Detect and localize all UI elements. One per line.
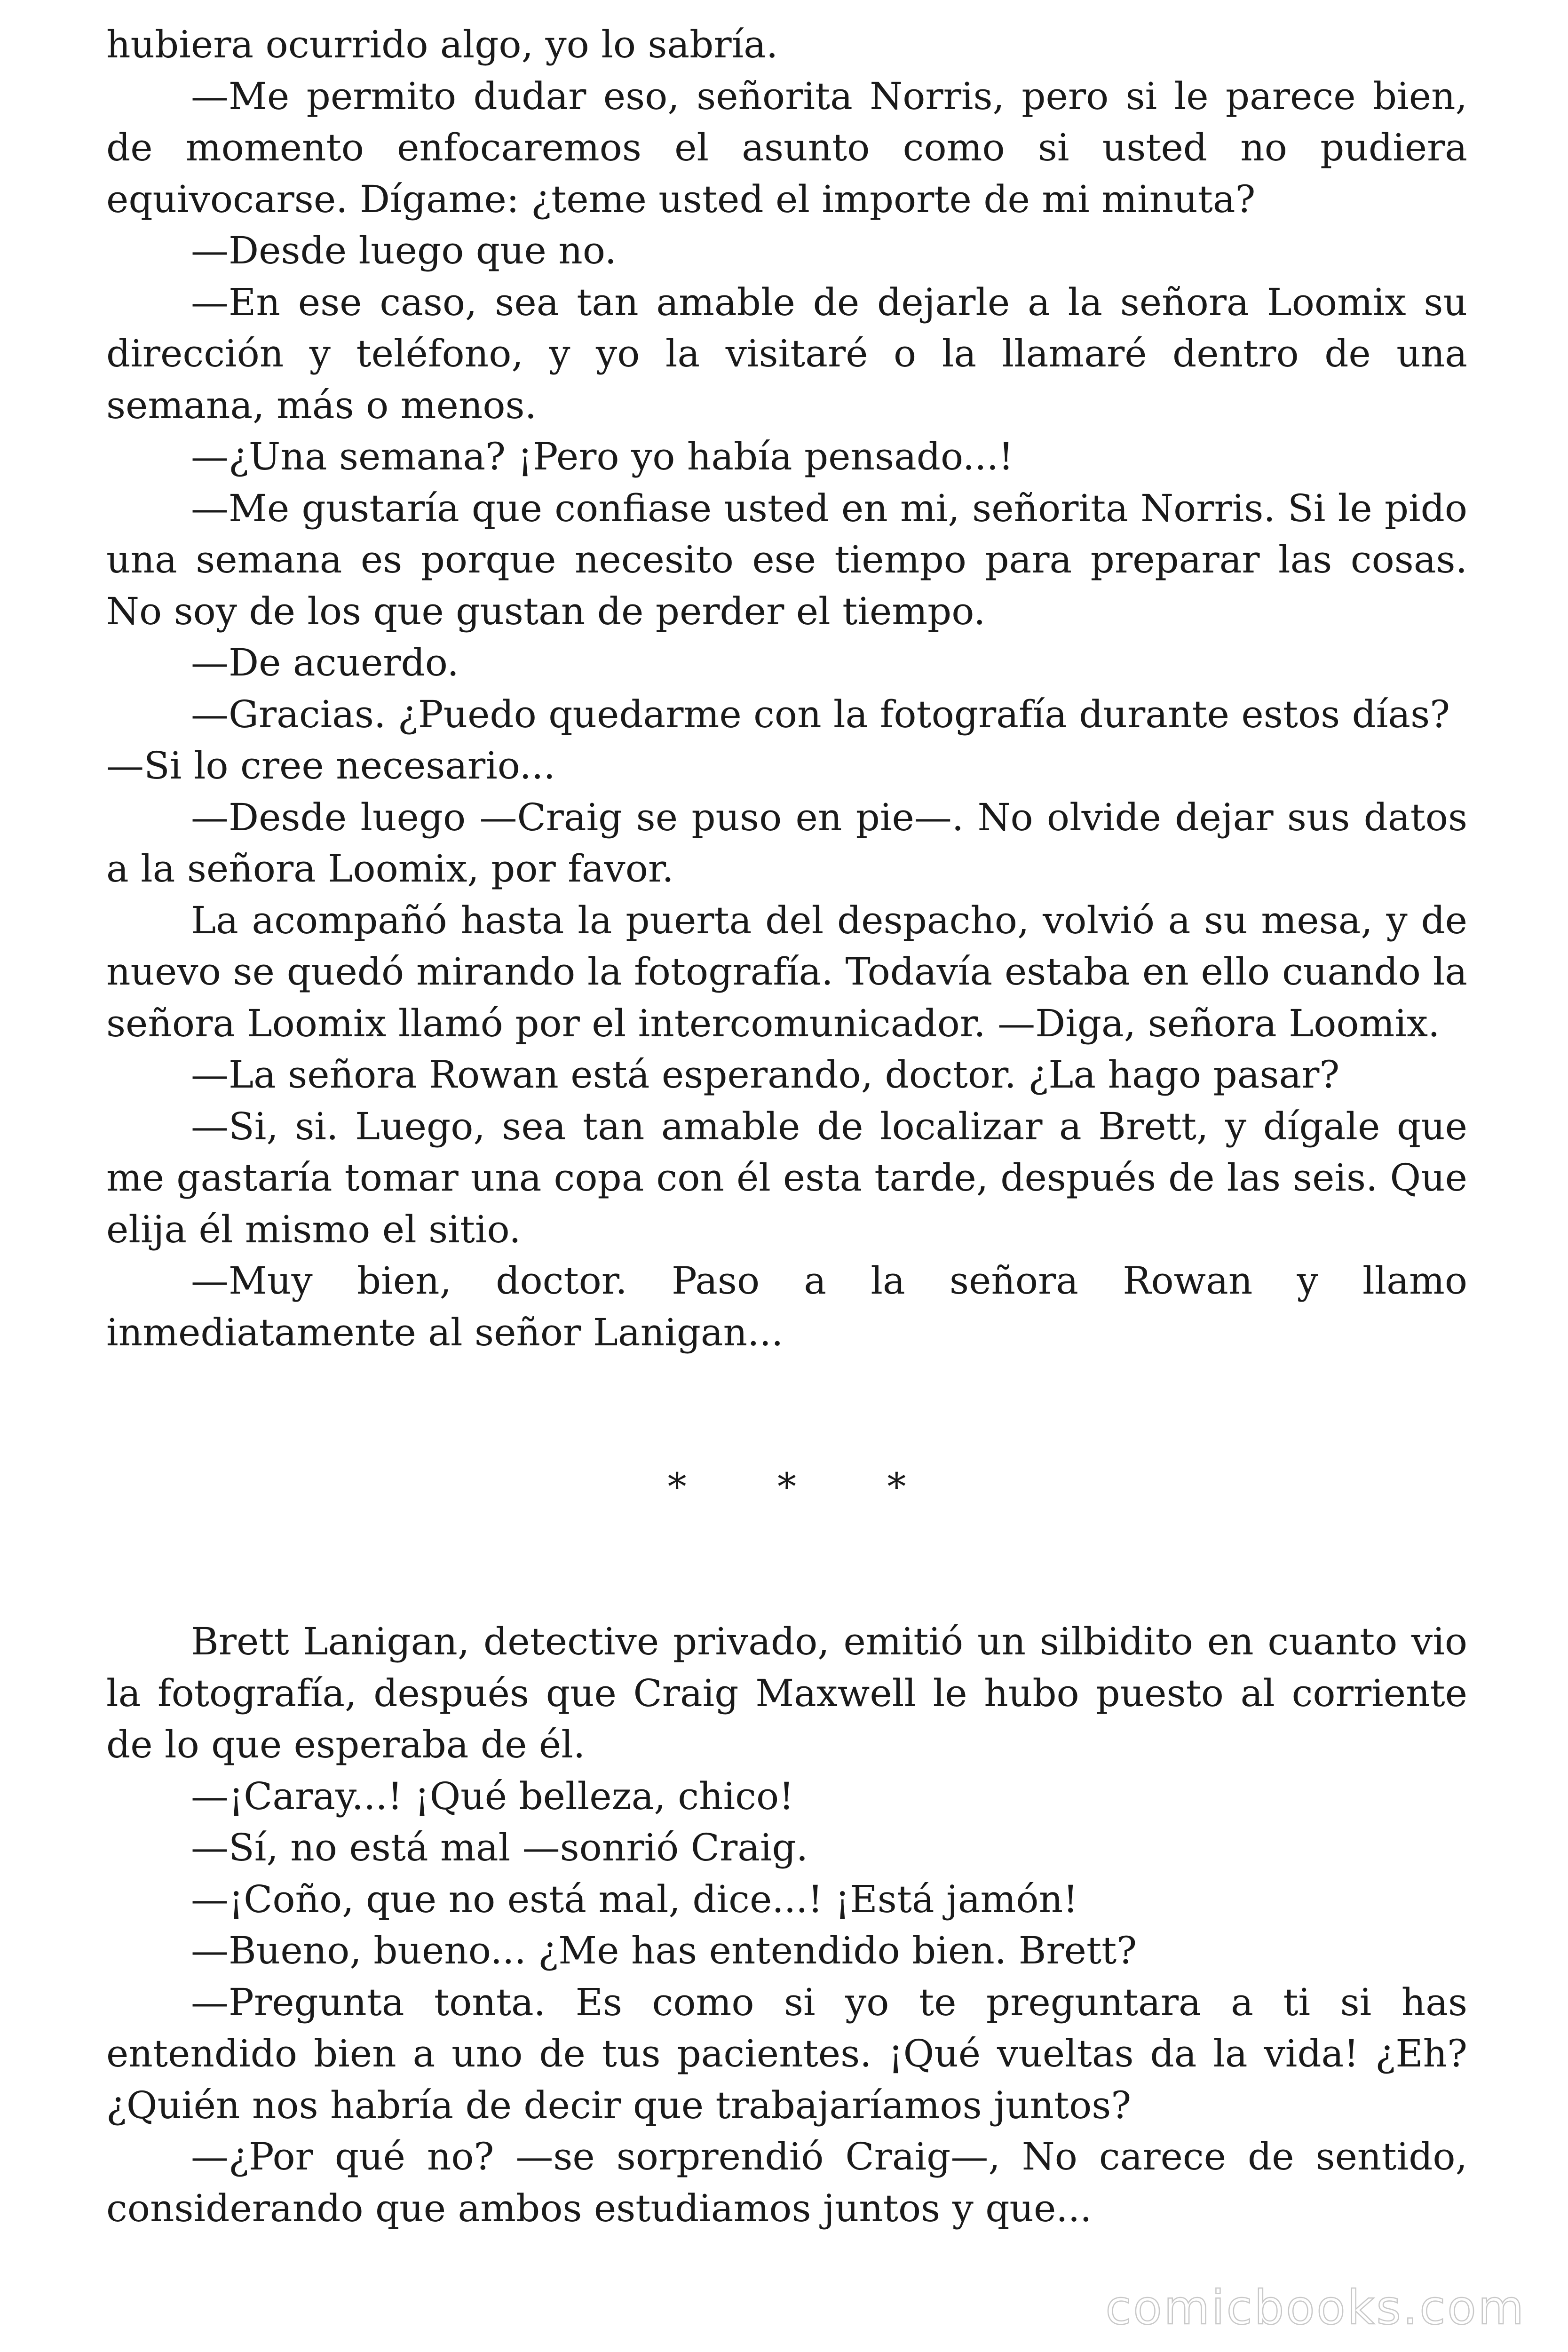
book-page (106, 19, 1467, 2234)
paragraph: Brett Lanigan, detective privado, emitió un silbidito en cuanto vio la fotografía, después que Craig Maxwell le hubo puesto al corriente de lo que esperaba de él. (106, 1620, 1467, 1766)
paragraph: —¡Caray...! ¡Qué belleza, chico! (191, 1774, 794, 1818)
section-break (106, 1358, 1467, 1616)
paragraph: —Si lo cree necesario... (106, 744, 555, 787)
text-block-part2 (106, 1616, 1467, 2234)
paragraph: —Desde luego —Craig se puso en pie—. No olvide dejar sus datos a la señora Loomix, por favor. (106, 795, 1467, 890)
paragraph: —Gracias. ¿Puedo quedarme con la fotografía durante estos días? (191, 692, 1450, 736)
paragraph: —Me gustaría que confiase usted en mi, señorita Norris. Si le pido una semana es porque necesito ese tiempo para preparar las cosas. No soy de los que gustan de perder el tiempo. (106, 486, 1467, 633)
paragraph: —Me permito dudar eso, señorita Norris, pero si le parece bien, de momento enfocaremos el asunto como si usted no pudiera equivocarse. Dígame: ¿teme usted el importe de mi minuta? (106, 74, 1467, 221)
paragraph: —De acuerdo. (191, 641, 459, 684)
paragraph: —Muy bien, doctor. Paso a la señora Rowan y llamo inmediatamente al señor Lanigan... (106, 1259, 1467, 1354)
paragraph: hubiera ocurrido algo, yo lo sabría. (106, 23, 778, 66)
paragraph: —En ese caso, sea tan amable de dejarle a la señora Loomix su dirección y teléfono, y yo la visitaré o la llamaré dentro de una semana, más o menos. (106, 280, 1467, 427)
paragraph: —¿Una semana? ¡Pero yo había pensado...! (191, 435, 1014, 478)
paragraph: —Pregunta tonta. Es como si yo te preguntara a ti si has entendido bien a uno de tus pacientes. ¡Qué vueltas da la vida! ¿Eh? ¿Quién nos habría de decir que trabajaríamos juntos? (106, 1980, 1467, 2127)
paragraph: —Desde luego que no. (191, 229, 617, 272)
paragraph: —La señora Rowan está esperando, doctor. ¿La hago pasar? (191, 1053, 1340, 1097)
watermark: comicbooks.com (1105, 2280, 1526, 2335)
section-break-asterisks: * * * (667, 1465, 946, 1509)
text-block-part1 (106, 19, 1467, 1358)
paragraph: —Bueno, bueno... ¿Me has entendido bien. Brett? (191, 1929, 1137, 1972)
paragraph: —¿Por qué no? —se sorprendió Craig—, No carece de sentido, considerando que ambos estudiamos juntos y que... (106, 2135, 1467, 2230)
paragraph: —Si, si. Luego, sea tan amable de localizar a Brett, y dígale que me gastaría tomar una copa con él esta tarde, después de las seis. Que elija él mismo el sitio. (106, 1104, 1467, 1251)
paragraph: —¡Coño, que no está mal, dice...! ¡Está jamón! (191, 1877, 1078, 1921)
paragraph: —Sí, no está mal —sonrió Craig. (191, 1826, 808, 1869)
paragraph: La acompañó hasta la puerta del despacho, volvió a su mesa, y de nuevo se quedó mirando la fotografía. Todavía estaba en ello cuando la señora Loomix llamó por el intercomunicador. —Diga, señora Loomix. (106, 898, 1467, 1045)
